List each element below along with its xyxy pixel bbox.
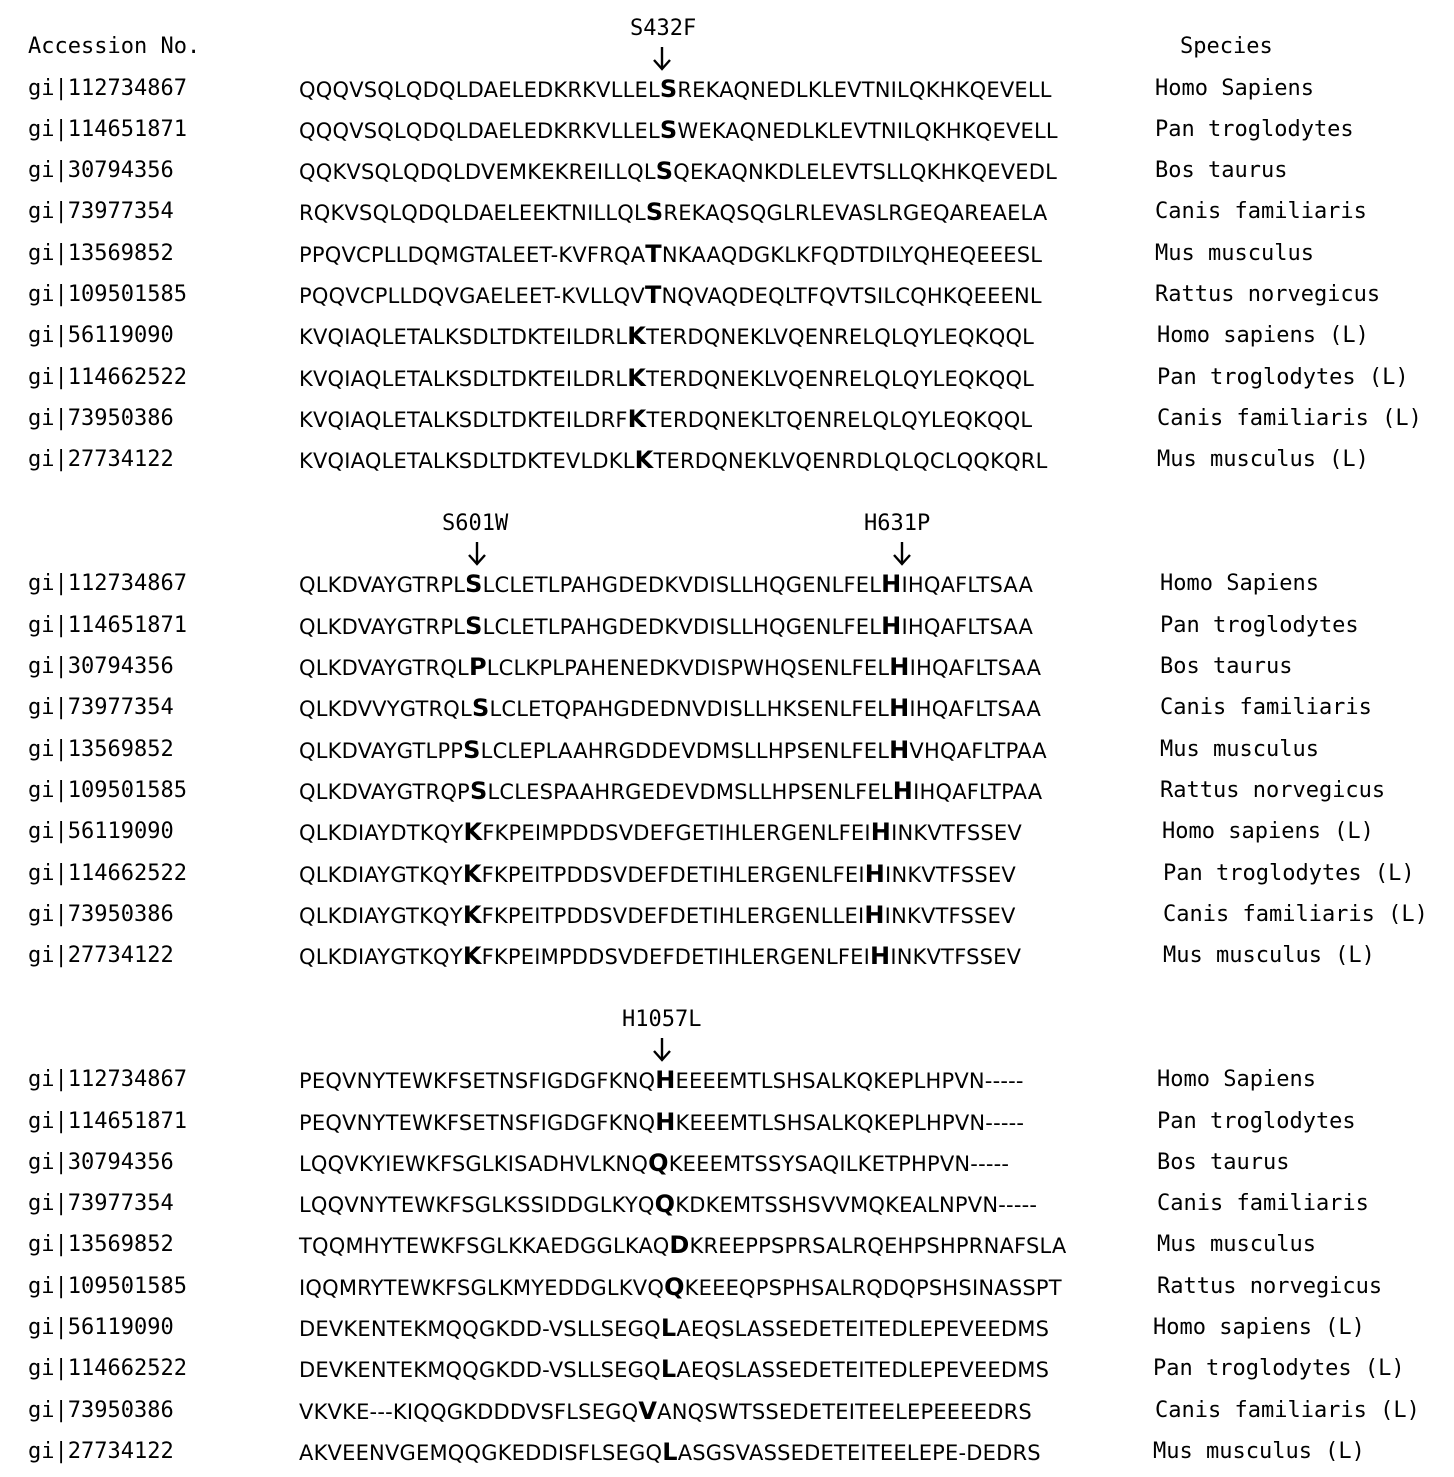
sequence-segment: AKVEENVGEMQQGKEDDISFLSEGQ	[299, 1441, 663, 1465]
highlighted-residue: P	[468, 653, 487, 681]
highlighted-residue: K	[627, 322, 647, 350]
sequence-segment: IHQAFLTSAA	[909, 697, 1042, 721]
down-arrow-icon	[650, 1037, 674, 1063]
highlighted-residue: S	[659, 75, 678, 103]
sequence-row	[299, 76, 1052, 103]
accession-number: gi|56119090	[28, 1315, 174, 1340]
sequence-segment: TERDQNEKLTQENRELQLQYLEQKQQL	[646, 408, 1033, 432]
accession-number: gi|112734867	[28, 76, 187, 101]
accession-number: gi|109501585	[28, 778, 187, 803]
species-name: Mus musculus	[1155, 241, 1314, 266]
sequence-segment: LCLEPLAAHRGDDEVDMSLLHPSENLFEL	[480, 739, 890, 763]
highlighted-residue: H	[655, 1108, 676, 1136]
highlighted-residue: S	[471, 694, 490, 722]
sequence-segment: INKVTFSSEV	[885, 863, 1016, 887]
sequence-row	[299, 1274, 1062, 1301]
highlighted-residue: L	[662, 1438, 678, 1466]
sequence-row	[299, 902, 1016, 929]
sequence-row	[299, 1398, 1032, 1425]
sequence-segment: AEQSLASSEDETEITEDLEPEVEEDMS	[676, 1317, 1050, 1341]
sequence-row	[299, 943, 1021, 970]
sequence-row	[299, 613, 1033, 640]
sequence-row	[299, 323, 1034, 350]
sequence-segment: REKAQSQGLRLEVASLRGEQAREAELA	[663, 201, 1048, 225]
sequence-segment: KVQIAQLETALKSDLTDKTEILDRF	[299, 408, 628, 432]
down-arrow-icon	[465, 541, 489, 567]
species-name: Canis familiaris	[1160, 695, 1372, 720]
sequence-row	[299, 1150, 1009, 1177]
species-name: Rattus norvegicus	[1160, 778, 1386, 803]
sequence-row	[299, 778, 1042, 805]
sequence-row	[299, 1356, 1049, 1383]
sequence-row	[299, 861, 1016, 888]
highlighted-residue: K	[462, 901, 482, 929]
sequence-segment: DEVKENTEKMQQGKDD-VSLLSEGQ	[299, 1317, 661, 1341]
accession-number: gi|112734867	[28, 1067, 187, 1092]
accession-number: gi|30794356	[28, 654, 174, 679]
species-name: Canis familiaris	[1155, 199, 1367, 224]
sequence-segment: PEQVNYTEWKFSETNSFIGDGFKNQ	[299, 1111, 656, 1135]
accession-number: gi|30794356	[28, 1150, 174, 1175]
down-arrow-icon	[890, 541, 914, 567]
sequence-segment: IHQAFLTSAA	[901, 615, 1034, 639]
sequence-segment: IHQAFLTSAA	[909, 656, 1042, 680]
sequence-row	[299, 1191, 1037, 1218]
sequence-segment: QLKDIAYGTKQY	[299, 945, 463, 969]
accession-number: gi|109501585	[28, 282, 187, 307]
sequence-segment: PQQVCPLLDQVGAELEET-KVLLQV	[299, 284, 645, 308]
highlighted-residue: H	[889, 736, 910, 764]
accession-number: gi|73977354	[28, 695, 174, 720]
species-name: Pan troglodytes (L)	[1153, 1356, 1405, 1381]
mutation-label: S601W	[442, 511, 509, 536]
sequence-segment: FKPEIMPDDSVDEFGETIHLERGENLFEI	[482, 821, 871, 845]
sequence-segment: REKAQNEDLKLEVTNILQKHKQEVELL	[677, 78, 1052, 102]
sequence-segment: LQQVNYTEWKFSGLKSSIDDGLKYQ	[299, 1193, 655, 1217]
accession-number: gi|27734122	[28, 447, 174, 472]
species-name: Canis familiaris	[1157, 1191, 1369, 1216]
highlighted-residue: H	[864, 860, 886, 888]
sequence-row	[299, 117, 1058, 144]
highlighted-residue: K	[462, 860, 482, 888]
highlighted-residue: H	[655, 1066, 676, 1094]
sequence-row	[299, 819, 1022, 846]
species-name: Mus musculus (L)	[1163, 943, 1375, 968]
species-name: Rattus norvegicus	[1155, 282, 1381, 307]
species-name: Pan troglodytes	[1155, 117, 1354, 142]
sequence-segment: FKPEIMPDDSVDEFDETIHLERGENLFEI	[481, 945, 871, 969]
highlighted-residue: H	[892, 777, 914, 805]
highlighted-residue: K	[627, 405, 647, 433]
accession-number: gi|73950386	[28, 902, 174, 927]
highlighted-residue: H	[870, 942, 891, 970]
sequence-row	[299, 406, 1032, 433]
sequence-row	[299, 571, 1033, 598]
highlighted-residue: K	[627, 364, 647, 392]
highlighted-residue: H	[864, 901, 885, 929]
highlighted-residue: H	[889, 653, 910, 681]
sequence-segment: AEQSLASSEDETEITEDLEPEVEEDMS	[676, 1358, 1050, 1382]
species-name: Mus musculus	[1157, 1232, 1316, 1257]
species-name: Bos taurus	[1160, 654, 1293, 679]
species-name: Homo sapiens (L)	[1153, 1315, 1365, 1340]
sequence-row	[299, 695, 1041, 722]
sequence-segment: KEEEMTLSHSALKQKEPLHPVN-----	[675, 1111, 1025, 1135]
species-name: Pan troglodytes (L)	[1157, 365, 1409, 390]
species-name: Homo sapiens (L)	[1162, 819, 1374, 844]
accession-number: gi|27734122	[28, 1439, 174, 1464]
highlighted-residue: L	[660, 1355, 677, 1383]
sequence-segment: NQVAQDEQLTFQVTSILCQHKQEEENL	[661, 284, 1042, 308]
sequence-segment: QQQVSQLQDQLDAELEDKRKVLLEL	[299, 78, 660, 102]
sequence-segment: LCLESPAAHRGEDEVDMSLLHPSENLFEL	[487, 780, 893, 804]
sequence-segment: INKVTFSSEV	[891, 821, 1022, 845]
accession-number: gi|114651871	[28, 613, 187, 638]
highlighted-residue: S	[465, 612, 483, 640]
species-name: Homo Sapiens	[1157, 1067, 1316, 1092]
species-name: Bos taurus	[1155, 158, 1288, 183]
sequence-segment: QLKDIAYGTKQY	[299, 904, 463, 928]
sequence-segment: TERDQNEKLVQENRELQLQYLEQKQQL	[646, 367, 1035, 391]
sequence-segment: QLKDVAYGTLPP	[299, 739, 464, 763]
species-name: Mus musculus	[1160, 737, 1319, 762]
sequence-segment: QLKDIAYGTKQY	[299, 863, 463, 887]
sequence-segment: KDKEMTSSHSVVMQKEALNPVN-----	[675, 1193, 1038, 1217]
sequence-segment: VHQAFLTPAA	[909, 739, 1047, 763]
species-name: Canis familiaris (L)	[1163, 902, 1428, 927]
highlighted-residue: S	[465, 570, 483, 598]
species-name: Pan troglodytes	[1160, 613, 1359, 638]
highlighted-residue: S	[645, 198, 664, 226]
species-name: Bos taurus	[1157, 1150, 1290, 1175]
accession-number: gi|73950386	[28, 1398, 174, 1423]
sequence-segment: IHQAFLTSAA	[901, 573, 1034, 597]
sequence-segment: QQQVSQLQDQLDAELEDKRKVLLEL	[299, 119, 660, 143]
sequence-row	[299, 199, 1048, 226]
sequence-row	[299, 1067, 1024, 1094]
highlighted-residue: S	[469, 777, 488, 805]
highlighted-residue: K	[634, 446, 654, 474]
accession-number: gi|114651871	[28, 117, 187, 142]
highlighted-residue: Q	[654, 1190, 676, 1218]
accession-number: gi|114662522	[28, 861, 187, 886]
accession-number: gi|112734867	[28, 571, 187, 596]
species-name: Homo Sapiens	[1155, 76, 1314, 101]
sequence-row	[299, 1232, 1066, 1259]
sequence-row	[299, 1109, 1024, 1136]
sequence-segment: QLKDIAYDTKQY	[299, 821, 464, 845]
species-name: Homo Sapiens	[1160, 571, 1319, 596]
down-arrow-icon	[650, 46, 674, 72]
highlighted-residue: H	[870, 818, 892, 846]
sequence-segment: VKVKE---KIQQGKDDDVSFLSEGQ	[299, 1400, 639, 1424]
sequence-segment: FKPEITPDDSVDEFDETIHLERGENLLEI	[481, 904, 865, 928]
highlighted-residue: V	[638, 1397, 658, 1425]
sequence-segment: QLKDVAYGTRQL	[299, 656, 469, 680]
sequence-row	[299, 1315, 1049, 1342]
sequence-segment: PEQVNYTEWKFSETNSFIGDGFKNQ	[299, 1069, 656, 1093]
highlighted-residue: K	[463, 818, 483, 846]
accession-number: gi|114662522	[28, 365, 187, 390]
sequence-row	[299, 654, 1041, 681]
species-name: Rattus norvegicus	[1157, 1274, 1383, 1299]
mutation-label: S432F	[630, 16, 697, 41]
sequence-segment: LCLETQPAHGDEDNVDISLLHKSENLFEL	[489, 697, 890, 721]
sequence-segment: NKAAQDGKLKFQDTDILYQHEQEEESL	[661, 243, 1043, 267]
sequence-segment: TQQMHYTEWKFSGLKKAEDGGLKAQ	[299, 1234, 670, 1258]
sequence-segment: KEEEMTSSYSAQILKETPHPVN-----	[668, 1152, 1010, 1176]
sequence-segment: LQQVKYIEWKFSGLKISADHVLKNQ	[299, 1152, 649, 1176]
sequence-segment: DEVKENTEKMQQGKDD-VSLLSEGQ	[299, 1358, 661, 1382]
species-name: Canis familiaris (L)	[1157, 406, 1422, 431]
accession-number: gi|73977354	[28, 1191, 174, 1216]
accession-number: gi|13569852	[28, 737, 174, 762]
sequence-segment: ANQSWTSSEDETEITEELEPEEEEDRS	[657, 1400, 1032, 1424]
species-name: Canis familiaris (L)	[1155, 1398, 1420, 1423]
species-name: Mus musculus (L)	[1153, 1439, 1365, 1464]
sequence-row	[299, 241, 1042, 268]
sequence-segment: QQKVSQLQDQLDVEMKEKREILLQL	[299, 160, 656, 184]
sequence-segment: KVQIAQLETALKSDLTDKTEILDRL	[299, 325, 628, 349]
highlighted-residue: H	[881, 570, 902, 598]
sequence-segment: KEEEQPSPHSALRQDQPSHSINASSPT	[684, 1276, 1062, 1300]
highlighted-residue: L	[660, 1314, 677, 1342]
highlighted-residue: Q	[664, 1273, 685, 1301]
sequence-segment: INKVTFSSEV	[884, 904, 1016, 928]
sequence-row	[299, 365, 1034, 392]
sequence-row	[299, 737, 1047, 764]
highlighted-residue: Q	[648, 1149, 669, 1177]
sequence-segment: IHQAFLTPAA	[913, 780, 1043, 804]
sequence-row	[299, 282, 1042, 309]
species-name: Pan troglodytes	[1157, 1109, 1356, 1134]
sequence-segment: KVQIAQLETALKSDLTDKTEVLDKL	[299, 449, 635, 473]
highlighted-residue: S	[655, 157, 674, 185]
sequence-segment: KVQIAQLETALKSDLTDKTEILDRL	[299, 367, 628, 391]
sequence-row	[299, 158, 1057, 185]
sequence-segment: QLKDVAYGTRQP	[299, 780, 470, 804]
sequence-segment: LCLETLPAHGDEDKVDISLLHQGENLFEL	[482, 615, 882, 639]
accession-number: gi|73977354	[28, 199, 174, 224]
accession-number: gi|73950386	[28, 406, 174, 431]
sequence-segment: PPQVCPLLDQMGTALEET-KVFRQA	[299, 243, 646, 267]
species-name: Mus musculus (L)	[1157, 447, 1369, 472]
sequence-segment: KREEPPSPRSALRQEHPSHPRNAFSLA	[689, 1234, 1067, 1258]
sequence-segment: QLKDVAYGTRPL	[299, 615, 466, 639]
sequence-row	[299, 447, 1048, 474]
accession-number: gi|114651871	[28, 1109, 187, 1134]
highlighted-residue: K	[462, 942, 482, 970]
sequence-segment: QLKDVVYGTRQL	[299, 697, 472, 721]
sequence-segment: EEEEMTLSHSALKQKEPLHPVN-----	[675, 1069, 1024, 1093]
highlighted-residue: S	[463, 736, 481, 764]
species-name: Pan troglodytes (L)	[1163, 861, 1415, 886]
sequence-segment: INKVTFSSEV	[890, 945, 1022, 969]
sequence-segment: LCLKPLPAHENEDKVDISPWHQSENLFEL	[486, 656, 890, 680]
sequence-segment: LCLETLPAHGDEDKVDISLLHQGENLFEL	[482, 573, 882, 597]
sequence-segment: RQKVSQLQDQLDAELEEKTNILLQL	[299, 201, 646, 225]
highlighted-residue: H	[889, 694, 910, 722]
species-header: Species	[1180, 34, 1273, 59]
accession-number: gi|30794356	[28, 158, 174, 183]
accession-number: gi|56119090	[28, 323, 174, 348]
sequence-segment: TERDQNEKLVQENRELQLQYLEQKQQL	[646, 325, 1035, 349]
highlighted-residue: T	[644, 281, 662, 309]
sequence-segment: ASGSVASSEDETEITEELEPE-DEDRS	[677, 1441, 1041, 1465]
accession-number: gi|27734122	[28, 943, 174, 968]
sequence-segment: WEKAQNEDLKLEVTNILQKHKQEVELL	[677, 119, 1058, 143]
accession-number: gi|56119090	[28, 819, 174, 844]
mutation-label: H1057L	[622, 1007, 702, 1032]
highlighted-residue: D	[669, 1231, 690, 1259]
species-name: Homo sapiens (L)	[1157, 323, 1369, 348]
accession-header: Accession No.	[28, 34, 201, 59]
accession-number: gi|109501585	[28, 1274, 187, 1299]
highlighted-residue: H	[881, 612, 902, 640]
mutation-label: H631P	[864, 511, 931, 536]
sequence-segment: IQQMRYTEWKFSGLKMYEDDGLKVQ	[299, 1276, 665, 1300]
sequence-row	[299, 1439, 1041, 1466]
accession-number: gi|114662522	[28, 1356, 187, 1381]
sequence-segment: TERDQNEKLVQENRDLQLQCLQQKQRL	[653, 449, 1048, 473]
highlighted-residue: T	[645, 240, 662, 268]
accession-number: gi|13569852	[28, 1232, 174, 1257]
highlighted-residue: S	[659, 116, 678, 144]
sequence-segment: FKPEITPDDSVDEFDETIHLERGENLFEI	[481, 863, 865, 887]
sequence-segment: QLKDVAYGTRPL	[299, 573, 466, 597]
accession-number: gi|13569852	[28, 241, 174, 266]
sequence-segment: QEKAQNKDLELEVTSLLQKHKQEVEDL	[673, 160, 1058, 184]
